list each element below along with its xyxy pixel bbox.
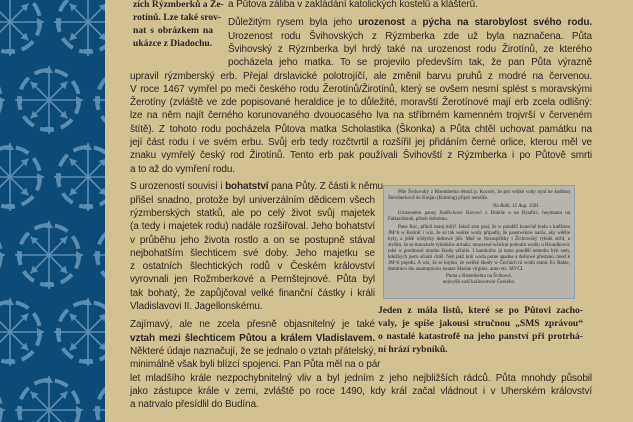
pattern-fill <box>0 0 105 422</box>
caption-line: zích Rýzmberků a Že- <box>133 0 224 10</box>
caption-line: valy, je spíše jakousi stručnou „SMS zprávou“ <box>378 318 583 329</box>
text-line <box>130 149 592 162</box>
letter-signature-title: nejwyšší sudí králowstwie Českého. <box>442 280 516 285</box>
text: jako zástupce krále v zemi, zvláště po roce 1490, kdy král začal vládnout i v Uherském království <box>130 385 592 397</box>
bold-text: pýcha na starobylost svého rodu. <box>422 17 592 29</box>
text-line <box>130 273 375 286</box>
text: minimálně však byli blízcí spojenci. Pan Půta měl na o pár <box>130 359 381 371</box>
text-line <box>130 83 592 96</box>
text: znaku vymřelý český rod Žirotínů. Tento erb pak používali Švihovští z Rýzmberka i po Půtově smrti <box>130 150 592 162</box>
text: lze na něm najít černého korunovaného dvouocasého lva na stříbrném kamenném trojvrší v červeném <box>130 110 592 122</box>
text: (a tedy i majetek rodu) nadále rozšiřoval. Jeho bohatství <box>130 221 375 233</box>
text: S urozeností souvisí i <box>130 181 226 193</box>
paragraph-intro-end <box>228 0 592 12</box>
text: Žerotíny (zvláště ve zde popisované heraldice je to důležité, moravští Žerotínové mají erb zcela odlišný: <box>130 97 592 109</box>
caption-line: ní hrází rybníků. <box>378 344 448 355</box>
text-line <box>228 56 592 69</box>
letter-signature: Puota z Risemberka na Švihowě, <box>446 274 512 279</box>
text: a Půtova záliba v zakládání katolických kostelů a klášterů. <box>228 0 478 11</box>
caption-line: o nastalé katastrofě na jeho panství při protrhá- <box>378 331 583 342</box>
text-line <box>130 207 375 220</box>
text: v průběhu jeho života rostlo a on se postupně stával <box>130 234 375 246</box>
text: její část rodu i ve svém erbu. Svůj erb tedy rozčtvrtil a rozšířil jej přidáním černé orlice, kterou měl ve <box>130 137 592 149</box>
letter-dateline: Na Rabí, 15 Aug. 1501. <box>493 203 540 209</box>
letter-heading: Píše Švihovský z Risemberka témuž p. Kocovi, že pro veliké vody nyní ke kněžnej Šternberkově do Kotjan (Kittning) přijeti nemůže. <box>388 190 570 201</box>
text: a <box>404 17 423 29</box>
letter-address: Urozenému panoj Jindřichowi Kocowi z Dobrše a na Bystřici, heytmanu na Falkenšteině, příteli dobrému. <box>388 211 570 222</box>
text: pana Půty. Z části k němu <box>268 181 383 193</box>
text-line <box>130 300 375 313</box>
text: a to až do vymření rodu. <box>130 163 235 175</box>
text-line <box>228 0 592 12</box>
text-line <box>130 372 592 385</box>
text: z ostatních šlechtických rodů v Českém království <box>130 261 375 273</box>
text: tak bohatý, že zapůjčoval velké finanční částky i králi <box>130 287 375 299</box>
text-line <box>228 16 592 29</box>
letter-caption <box>378 304 583 356</box>
caption-line: Jeden z mála listů, které se po Půtovi zacho- <box>378 305 583 316</box>
text-line <box>130 123 592 136</box>
text: V roce 1467 vymřel po meči českého rodu Žerotínů/Žirotínů, který se ovšem nesmí splést s moravskými <box>130 83 592 95</box>
text-line <box>130 385 592 398</box>
text: vyrovnali jen Rožmberkové a Pernštejnové. Půta byl <box>130 274 375 286</box>
text-line <box>130 260 375 273</box>
text: upravil rýzmberský erb. Přejal drslavické polotrojíčí, ale změnil barvu pruhů z modré na červenou. <box>130 70 592 82</box>
text: Některé údaje naznačují, že se jednalo o vztah přátelský, <box>130 345 377 357</box>
caption-line: nat s obrázkem na <box>133 25 213 36</box>
text-line <box>130 287 375 300</box>
text-line <box>130 194 375 207</box>
text: rýzmberských statků, ale po celý život svůj majetek <box>130 207 375 219</box>
text-line <box>130 398 592 411</box>
text-line <box>130 358 381 371</box>
text-line <box>130 163 592 176</box>
text-line <box>130 136 592 149</box>
text-line <box>130 220 375 233</box>
text: přišel snadno, protože byl univerzálním dědicem všech <box>130 194 375 206</box>
bold-text: urozenost <box>358 17 405 29</box>
paragraph-urozenost <box>130 16 592 176</box>
text-line <box>130 109 592 122</box>
text: Urozenost rodu Švihovských z Rýzmberka zde už byla naznačena. Půta <box>228 30 592 42</box>
text: Vladislavovi II. Jagellonskému. <box>130 301 263 313</box>
compass-rose-pattern-icon <box>0 0 105 422</box>
text: Důležitým rysem byla jeho <box>228 17 359 29</box>
text-line <box>130 345 375 358</box>
letter-body: Pane Koc, příteli muoj milý! Jakož sem psal, že w pondělí konečně budu s kněžnou JM^ti w Kotíně: i wiz, že sú tak weliké wody připadly, že panstwíkow narůs, aky wětšie byly, a ještě wšdycky deštowé jdú. Mně se Nezaspělsky i Žichowský rybník strhl, a slyším, že se mnoztwie rybníkůw strhalo; mnozewé wšickni polením wodú; u Hroudkowic také w predmestí mnoho škody učinilo. I kamkoliw já tanto pondělí nemohu býti sem, kdežbych jsem učiniti chtěl. Neb jakž koli woda potne spadne a deštowé přestanú, hned k JM^ti pojedu. A wiz, že se kojinu, že weliké škody w Čechách tú wodú stanú. Ex Rabie, dominico die assumptionis beatae Mariae virginis, anno etc. MVCI. <box>388 224 570 272</box>
caption-line: ukázce z Diadochu. <box>133 38 213 49</box>
decorative-pattern-strip <box>0 0 105 422</box>
text-line <box>130 180 383 193</box>
text-line <box>130 318 375 331</box>
paragraph-bohatstvi <box>130 180 383 313</box>
letter-facsimile-image <box>383 185 575 299</box>
text-line <box>130 96 592 109</box>
text-line <box>130 234 375 247</box>
bold-text: vztah mezi šlechticem Půtou a králem Vladislavem. <box>130 332 375 344</box>
text: pocházela jeho matka. To se projevilo především tak, že pan Půta výrazně <box>228 57 592 69</box>
text-line <box>130 70 592 83</box>
caption-line: rotínů. Lze také srov- <box>133 12 222 23</box>
text: nejbohatším šlechticem své doby. Jeho majetku se <box>130 247 375 259</box>
text: štítě). Z tohoto rodu pocházela Půtova matka Scholastika (Škonka) a Půta chtěl uchovat památku na <box>130 123 592 135</box>
text: Zajímavý, ale ne zcela přesně objasnitelný je také <box>130 319 375 331</box>
bold-text: bohatství <box>225 181 269 193</box>
text: Švihovský z Rýzmberka byl hrdý také na urozenost rodu Žirotínů, ze kterého <box>228 43 592 55</box>
text-line <box>228 30 592 43</box>
text: a natrvalo přesídlil do Budína. <box>130 399 259 411</box>
text-line <box>130 332 375 345</box>
text-line <box>228 43 592 56</box>
text: let mladšího krále nezpochybnitelný vliv a byl jedním z jeho nejbližších rádců. Půta mnohdy působil <box>130 372 592 384</box>
text-line <box>130 247 375 260</box>
